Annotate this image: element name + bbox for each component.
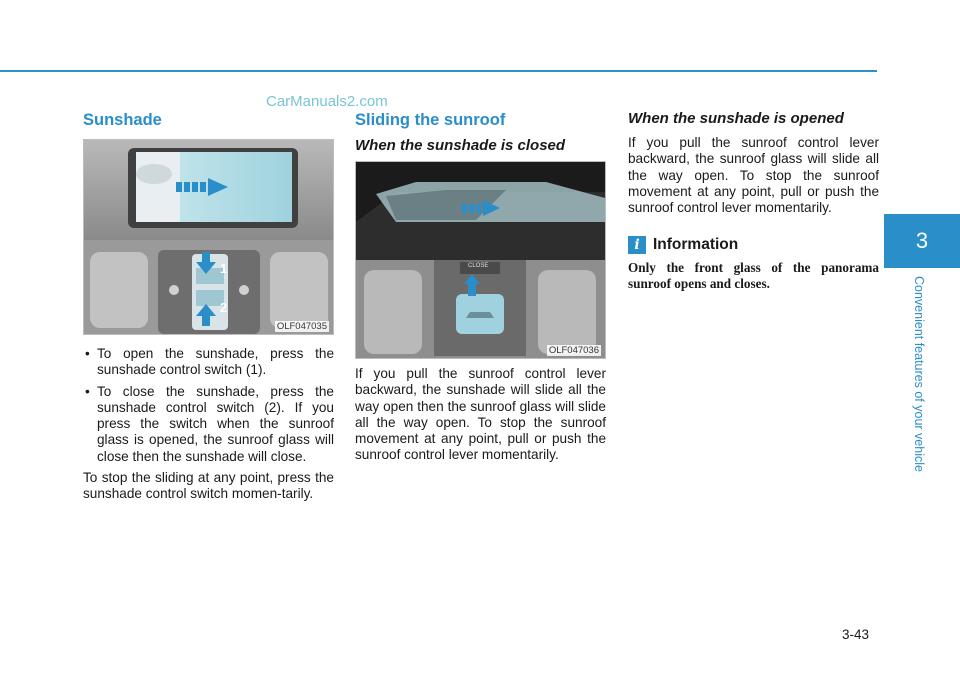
close-label: CLOSE [468, 263, 489, 269]
sunshade-illustration [84, 140, 333, 334]
column-sliding [355, 108, 606, 464]
callout-2: 2 [220, 300, 228, 315]
information-title: Information [653, 236, 739, 254]
subheading-opened: When the sunshade is opened [628, 110, 844, 127]
figure-code: OLF047036 [548, 345, 599, 356]
section-heading-sliding: Sliding the sunroof [355, 111, 506, 129]
callout-1: 1 [220, 261, 228, 276]
watermark: CarManuals2.com [266, 93, 388, 110]
sliding-paragraph: If you pull the sunroof control lever backward, the sunshade will slide all the way open then the sunroof glass will slide all the way open. To stop the sunroof movement at any point, pull or push the sunroof control lever momentarily. [355, 366, 606, 463]
page-number: 3-43 [842, 627, 870, 642]
figure-code: OLF047035 [276, 321, 327, 332]
list-item: • To open the sunshade, press the sunshade control switch (1). [83, 346, 334, 379]
chapter-tab [884, 214, 960, 494]
subheading-closed: When the sunshade is closed [355, 137, 566, 154]
column-opened [628, 108, 879, 292]
information-icon: i [628, 236, 646, 254]
column-sunshade [83, 108, 334, 503]
sunshade-paragraph: To stop the sliding at any point, press the sunshade control switch momen-tarily. [83, 470, 334, 502]
opened-paragraph: If you pull the sunroof control lever backward, the sunroof glass will slide all the way open. To stop the sunroof movement at any point, pull or push the sunroof control lever momentarily. [628, 135, 879, 216]
information-text: Only the front glass of the panorama sunroof opens and closes. [628, 260, 879, 292]
sunshade-bullets [83, 346, 334, 465]
information-header [628, 236, 879, 254]
chapter-title: Convenient features of your vehicle [912, 276, 926, 472]
figure-sunshade [83, 139, 334, 335]
chapter-number: 3 [884, 214, 960, 268]
header-rule [0, 70, 877, 72]
section-heading-sunshade: Sunshade [83, 111, 162, 129]
sliding-illustration [356, 162, 605, 358]
list-item: • To close the sunshade, press the sunshade control switch (2). If you press the switch when the sunroof glass is opened, the sunroof glass will close then the sunshade will close. [83, 384, 334, 465]
figure-sliding [355, 161, 606, 359]
